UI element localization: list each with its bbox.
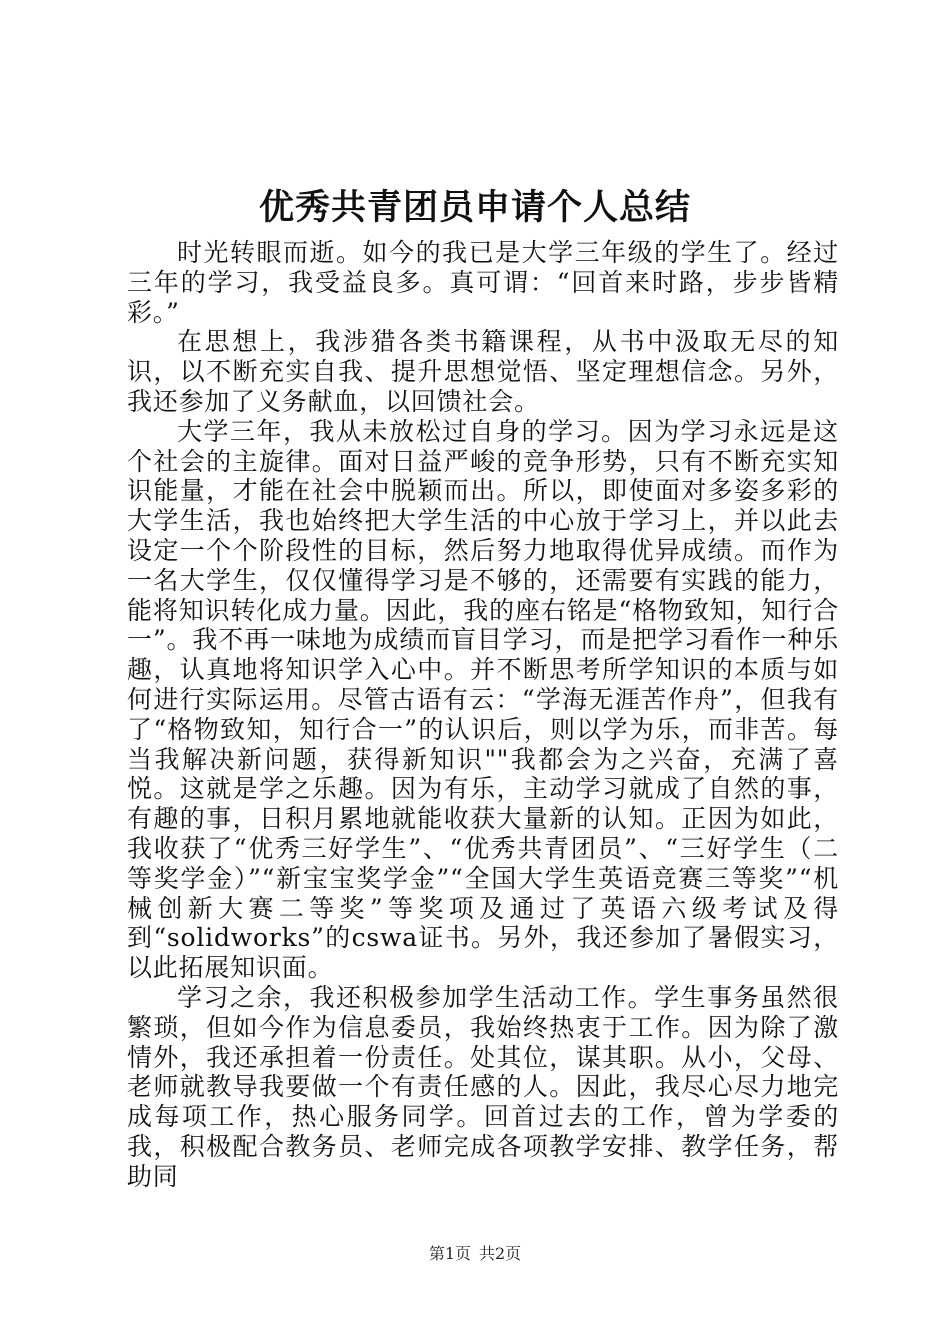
document-title: 优秀共青团员申请个人总结 (258, 187, 691, 228)
page-number: 第1页 (428, 1244, 471, 1263)
paragraph-1: 时光转眼而逝。如今的我已是大学三年级的学生了。经过三年的学习，我受益良多。真可谓：“回首来时路，步步皆精彩。” (127, 238, 839, 327)
paragraph-2: 在思想上，我涉猎各类书籍课程，从书中汲取无尽的知识，以不断充实自我、提升思想觉悟、坚定理想信念。另外，我还参加了义务献血，以回馈社会。 (127, 327, 839, 416)
paragraph-4: 学习之余，我还积极参加学生活动工作。学生事务虽然很繁琐，但如今作为信息委员，我始终热衷于工作。因为除了激情外，我还承担着一份责任。处其位，谋其职。从小，父母、老师就教导我要做一个有责任感的人。因此，我尽心尽力地完成每项工作，热心服务同学。回首过去的工作，曾为学委的我，积极配合教务员、老师完成各项教学安排、教学任务，帮助同 (127, 982, 839, 1191)
document-body (127, 238, 839, 1192)
page-total: 共2页 (479, 1244, 522, 1263)
page-footer (0, 1244, 950, 1264)
paragraph-3: 大学三年，我从未放松过自身的学习。因为学习永远是这个社会的主旋律。面对日益严峻的竞争形势，只有不断充实知识能量，才能在社会中脱颖而出。所以，即使面对多姿多彩的大学生活，我也始终把大学生活的中心放于学习上，并以此去设定一个个阶段性的目标，然后努力地取得优异成绩。而作为一名大学生，仅仅懂得学习是不够的，还需要有实践的能力，能将知识转化成力量。因此，我的座右铭是“格物致知，知行合一”。我不再一味地为成绩而盲目学习，而是把学习看作一种乐趣，认真地将知识学入心中。并不断思考所学知识的本质与如何进行实际运用。尽管古语有云：“学海无涯苦作舟”，但我有了“格物致知，知行合一”的认识后，则以学为乐，而非苦。每当我解决新问题，获得新知识""我都会为之兴奋，充满了喜悦。这就是学之乐趣。因为有乐，主动学习就成了自然的事，有趣的事，日积月累地就能收获大量新的认知。正因为如此，我收获了“优秀三好学生”、“优秀共青团员”、“三好学生（二等奖学金）”“新宝宝奖学金”“全国大学生英语竞赛三等奖”“机械创新大赛二等奖”等奖项及通过了英语六级考试及得到“solidworks”的cswa证书。另外，我还参加了暑假实习，以此拓展知识面。 (127, 416, 839, 983)
